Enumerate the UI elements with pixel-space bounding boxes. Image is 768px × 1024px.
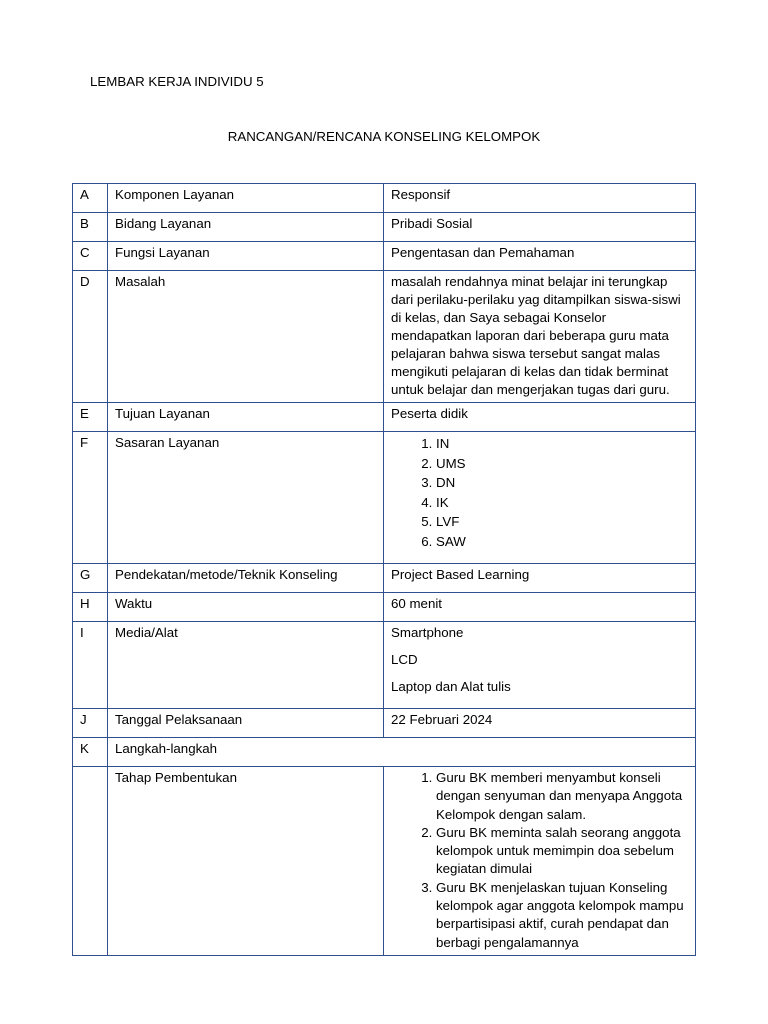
row-code: E <box>73 403 108 432</box>
table-row-sasaran <box>73 432 696 564</box>
row-value <box>384 622 696 709</box>
row-code: G <box>73 564 108 593</box>
row-value: masalah rendahnya minat belajar ini terungkap dari perilaku-perilaku yag ditampilkan siswa-siswi di kelas, dan Saya sebagai Konselor mendapatkan laporan dari beberapa guru mata pelajaran bahwa siswa tersebut sangat malas mengikuti pelajaran di kelas dan tidak berminat untuk belajar dan mengerjakan tugas dari guru. <box>384 271 696 403</box>
media-item: LCD <box>391 652 418 667</box>
row-code: C <box>73 242 108 271</box>
table-row-fungsi <box>73 242 696 271</box>
row-label: Waktu <box>108 593 384 622</box>
row-code: D <box>73 271 108 403</box>
row-label: Tanggal Pelaksanaan <box>108 709 384 738</box>
list-item: 6. SAW <box>436 532 688 552</box>
row-code-empty <box>73 767 108 956</box>
row-value <box>384 432 696 564</box>
row-label: Bidang Layanan <box>108 213 384 242</box>
row-label: Tujuan Layanan <box>108 403 384 432</box>
document-title: RANCANGAN/RENCANA KONSELING KELOMPOK <box>227 129 541 144</box>
row-code: B <box>73 213 108 242</box>
row-code: K <box>73 738 108 767</box>
list-item: 1. IN <box>436 434 688 454</box>
row-value: Pengentasan dan Pemahaman <box>384 242 696 271</box>
list-item: 5. LVF <box>436 512 688 532</box>
row-label: Langkah-langkah <box>108 738 696 767</box>
row-value: Responsif <box>384 184 696 213</box>
table-row-waktu <box>73 593 696 622</box>
list-item: 1. Guru BK memberi menyambut konseli dengan senyuman dan menyapa Anggota Kelompok dengan salam. <box>436 769 688 824</box>
worksheet-header: LEMBAR KERJA INDIVIDU 5 <box>90 74 264 89</box>
list-item: 4. IK <box>436 493 688 513</box>
row-value: Peserta didik <box>384 403 696 432</box>
row-label: Sasaran Layanan <box>108 432 384 564</box>
row-value: Pribadi Sosial <box>384 213 696 242</box>
steps-list <box>391 769 688 952</box>
row-value: 22 Februari 2024 <box>384 709 696 738</box>
row-label: Media/Alat <box>108 622 384 709</box>
target-list <box>391 434 688 552</box>
table-row-pendekatan <box>73 564 696 593</box>
media-item: Laptop dan Alat tulis <box>391 679 511 694</box>
row-value: Project Based Learning <box>384 564 696 593</box>
row-value <box>384 767 696 956</box>
table-row-media <box>73 622 696 709</box>
table-row-tujuan <box>73 403 696 432</box>
row-label: Masalah <box>108 271 384 403</box>
table-row-tanggal <box>73 709 696 738</box>
row-label: Pendekatan/metode/Teknik Konseling <box>108 564 384 593</box>
table-row-tahap-pembentukan <box>73 767 696 956</box>
media-item: Smartphone <box>391 625 464 640</box>
row-code: A <box>73 184 108 213</box>
row-code: I <box>73 622 108 709</box>
row-code: F <box>73 432 108 564</box>
row-code: J <box>73 709 108 738</box>
table-row-masalah <box>73 271 696 403</box>
row-label: Fungsi Layanan <box>108 242 384 271</box>
counseling-plan-table <box>72 183 696 956</box>
table-row-bidang <box>73 213 696 242</box>
list-item: 2. UMS <box>436 454 688 474</box>
table-row-komponen <box>73 184 696 213</box>
row-value: 60 menit <box>384 593 696 622</box>
stage-label: Tahap Pembentukan <box>108 767 384 956</box>
table-row-langkah <box>73 738 696 767</box>
row-label: Komponen Layanan <box>108 184 384 213</box>
row-code: H <box>73 593 108 622</box>
list-item: 3. Guru BK menjelaskan tujuan Konseling kelompok agar anggota kelompok mampu berpartisipasi aktif, curah pendapat dan berbagi pengalamannya <box>436 879 688 952</box>
list-item: 2. Guru BK meminta salah seorang anggota kelompok untuk memimpin doa sebelum kegiatan dimulai <box>436 824 688 879</box>
list-item: 3. DN <box>436 473 688 493</box>
